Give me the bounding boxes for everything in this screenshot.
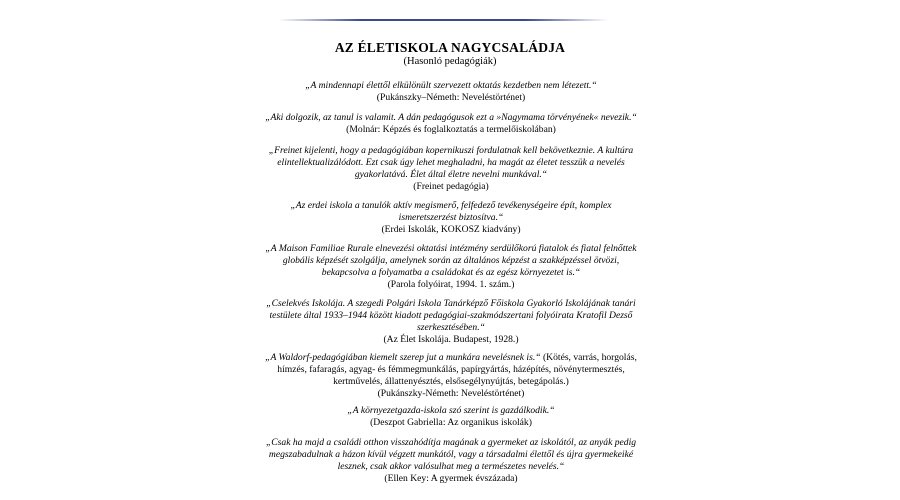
top-divider	[278, 19, 608, 21]
quote-text: „Cselekvés Iskolája. A szegedi Polgári Iskola Tanárképző Főiskola Gyakorló Iskolájának tanári testülete által 1933–1944 között kiadott pedagógiai-szakmódszertani folyóirata Kratofil Dezső szerkesztésében.“	[266, 298, 636, 333]
quote-source: (Freinet pedagógia)	[413, 181, 489, 192]
quote-text: „Az erdei iskola a tanulók aktív megismerő, felfedező tevékenységeire épít, komplex ismeretszerzést biztosítva.“	[290, 200, 612, 223]
quote-block-2	[262, 112, 640, 136]
quote-block-6	[262, 298, 640, 346]
quote-text: „A környezetgazda-iskola szó szerint is gazdálkodik.“	[347, 405, 555, 416]
quote-source: (Parola folyóirat, 1994. 1. szám.)	[387, 279, 515, 290]
quote-block-8	[262, 405, 640, 429]
quote-source: (Ellen Key: A gyermek évszázada)	[384, 473, 518, 484]
quote-source: (Deszpot Gabriella: Az organikus iskolák)	[370, 417, 532, 428]
quote-block-9	[262, 437, 640, 485]
quote-block-3	[262, 145, 640, 193]
quote-text: „Freinet kijelenti, hogy a pedagógiában kopernikuszi fordulatnak kell bekövetkeznie. A kultúra elintellektualizálódott. Ezt csak úgy lehet meghaladni, ha magát az életet tesszük a nevelés gyakorlatává. Élet által életre nevelni munkával.“	[268, 145, 634, 180]
quote-text: „A Maison Familiae Rurale elnevezési oktatási intézmény serdülőkorú fiatalok és fiatal felnőttek globális képzését szolgálja, amelynek során az általános képzést a szakképzéssel ötvözi, bekapcsolva a folyamatba a családokat és az egész környezetet is.“	[265, 243, 637, 278]
quote-block-5	[262, 243, 640, 291]
page-title: AZ ÉLETISKOLA NAGYCSALÁDJA	[334, 40, 566, 55]
quote-text: „A Waldorf-pedagógiában kiemelt szerep jut a munkára nevelésnek is.“	[265, 352, 541, 363]
quote-block-1	[262, 80, 640, 104]
quote-block-7	[262, 352, 640, 400]
quote-source: (Erdei Iskolák, KOKOSZ kiadvány)	[381, 224, 521, 235]
quote-text: „Aki dolgozik, az tanul is valamit. A dán pedagógusok ezt a »Nagymama törvényének« nevezik.“	[265, 112, 637, 123]
quote-text: „A mindennapi élettől elkülönült szervezett oktatás kezdetben nem létezett.“	[305, 80, 597, 91]
quote-extra: (Kötés, varrás, horgolás, hímzés, fafaragás, agyag- és fémmegmunkálás, papírgyártás, házépítés, növénytermesztés, kertművelés, állattenyésztés, elsősegélynyújtás, betegápolás.)	[277, 352, 637, 387]
page-subtitle: (Hasonló pedagógiák)	[403, 56, 497, 67]
quote-source: (Pukánszky–Németh: Neveléstörténet)	[376, 92, 526, 103]
quote-block-4	[262, 200, 640, 236]
quote-source: (Pukánszky-Németh: Neveléstörténet)	[377, 388, 525, 399]
quote-text: „Csak ha majd a családi otthon visszahódítja magának a gyermeket az iskolától, az anyák pedig megszabadulnak a házon kívül végzett munkától, vagy a társadalmi élettől és újra gyermekeiké lesznek, csak akkor valósulhat meg a természetes nevelés.“	[265, 437, 637, 472]
quote-source: (Molnár: Képzés és foglalkoztatás a termelőiskolában)	[346, 124, 556, 135]
quote-source: (Az Élet Iskolája. Budapest, 1928.)	[383, 334, 519, 345]
